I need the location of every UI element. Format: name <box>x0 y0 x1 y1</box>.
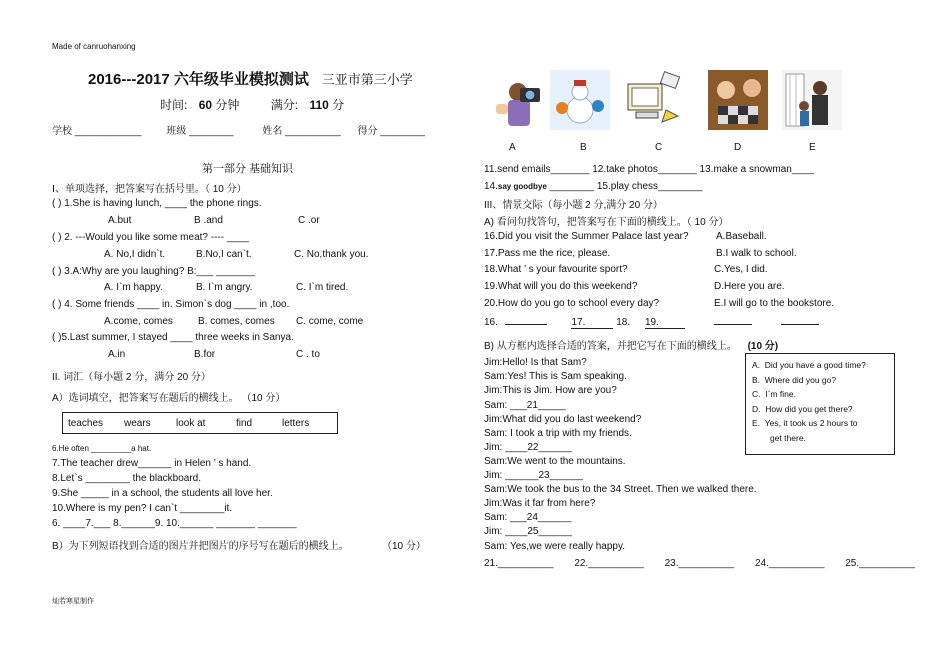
dialog-line-1: Jim:Hello! Is that Sam? <box>484 357 587 368</box>
phrase-line-1[interactable]: 11.send emails_______ 12.take photos_______ 13.make a snowman____ <box>484 164 815 175</box>
question-1: ( ) 1.She is having lunch, ____ the phone rings. <box>52 198 262 209</box>
dialog-line-5: Jim:What did you do last weekend? <box>484 414 642 425</box>
chess-icon <box>708 70 768 130</box>
picture-d-chess <box>708 70 768 130</box>
qa-answer-e: E.I will go to the bookstore. <box>714 298 835 309</box>
q4-option-b: B. comes, comes <box>198 316 275 327</box>
dialog-option-a: A. Did you have a good time? <box>752 360 866 370</box>
score-label: 满分: <box>270 98 299 112</box>
section3b-text: B) 从方框内选择合适的答案，并把它写在下面的横线上。 <box>484 341 737 352</box>
dialog-line-9[interactable]: Jim: ______23______ <box>484 470 583 481</box>
dialog-line-4[interactable]: Sam: ___21_____ <box>484 400 566 411</box>
picture-label-b: B <box>580 142 587 153</box>
qa-question-18: 18.What ’ s your favourite sport? <box>484 264 628 275</box>
score-field[interactable]: 得分 ________ <box>357 126 425 137</box>
q1-option-a: A.but <box>108 215 132 226</box>
question-5: ( )5.Last summer, I stayed ____ three weeks in Sanya. <box>52 332 294 343</box>
picture-c-computer <box>622 70 682 130</box>
dialog-line-3: Jim:This is Jim. How are you? <box>484 385 617 396</box>
phrase-line-2[interactable] <box>484 181 703 192</box>
answer-line-b[interactable] <box>484 558 915 569</box>
qa-question-19: 19.What will you do this weekend? <box>484 281 638 292</box>
answer-22[interactable]: 22.__________ <box>574 558 644 569</box>
phrase-14-text: say goodbye <box>497 182 547 191</box>
section3a-heading: A) 看问句找答句，把答案写在下面的横线上。（ 10 分） <box>484 217 729 228</box>
q5-option-b: B.for <box>194 349 216 360</box>
dialog-option-d: D. How did you get there? <box>752 403 853 414</box>
time-score-line <box>160 96 344 113</box>
dialog-line-10: Sam:We took the bus to the 34 Street. Then we walked there. <box>484 484 757 495</box>
answer-23[interactable]: 23.__________ <box>664 558 735 569</box>
doorway-people-icon <box>782 70 842 130</box>
class-field[interactable]: 班级 ________ <box>166 126 234 137</box>
section2-heading: II. 词汇（每小题 2 分，满分 20 分） <box>52 372 211 383</box>
fill-10: 10.Where is my pen? I can`t ________it. <box>52 503 233 514</box>
name-field[interactable]: 姓名 __________ <box>262 126 341 137</box>
section2b-score: （10 分） <box>382 541 426 552</box>
answer-25[interactable]: 25.__________ <box>845 558 915 569</box>
q1-option-b: B .and <box>194 215 223 226</box>
q3-option-b: B. I`m angry. <box>196 282 253 293</box>
dialog-option-c: C. I`m fine. <box>752 389 796 399</box>
picture-label-d: D <box>734 142 742 153</box>
section3b-heading <box>484 337 778 352</box>
dialog-line-11: Jim:Was it far from here? <box>484 498 596 509</box>
q3-option-a: A. I`m happy. <box>104 282 163 293</box>
section2b-heading: B）为下列短语找到合适的图片并把图片的序号写在题后的横线上。 <box>52 541 349 552</box>
score-value: 110 <box>309 98 329 112</box>
section3-heading: III、情景交际（每小题 2 分,满分 20 分） <box>484 200 663 211</box>
word-wears: wears <box>124 417 151 429</box>
answer-16-blank[interactable] <box>505 324 547 325</box>
answer-20-blank[interactable] <box>714 324 752 325</box>
q4-option-a: A.come, comes <box>104 316 173 327</box>
answer-17-blank[interactable] <box>571 317 613 329</box>
fill-9: 9.She _____ in a school, the students all love her. <box>52 488 273 499</box>
picture-label-c: C <box>655 142 663 153</box>
answer-19: 19. <box>644 317 659 328</box>
word-look-at: look at <box>176 417 206 429</box>
question-2: ( ) 2. ---Would you like some meat? ---- ____ <box>52 232 250 243</box>
q4-option-c: C. come, come <box>296 316 364 327</box>
dialog-line-7[interactable]: Jim: ____22______ <box>484 442 572 453</box>
word-letters: letters <box>282 417 310 429</box>
dialog-option-e: E. Yes, it took us 2 hours to <box>752 418 858 428</box>
dialog-line-8: Sam:We went to the mountains. <box>484 456 626 467</box>
picture-label-e: E <box>809 142 816 153</box>
qa-answer-b: B.I walk to school. <box>716 248 797 259</box>
dialog-line-13[interactable]: Jim: ____25______ <box>484 526 572 537</box>
phrase-15-text: ________ 15.play chess________ <box>546 181 703 192</box>
school-field[interactable]: 学校 ____________ <box>52 126 142 137</box>
word-teaches: teaches <box>68 417 104 429</box>
score-unit: 分 <box>332 98 345 112</box>
dialog-option-b: B. Where did you go? <box>752 374 837 385</box>
picture-b-snowman <box>550 70 610 130</box>
dialog-line-12[interactable]: Sam: ___24______ <box>484 512 572 523</box>
qa-question-20: 20.How do you go to school every day? <box>484 298 660 309</box>
part1-heading: 第一部分 基础知识 <box>202 163 294 175</box>
q3-option-c: C. I`m tired. <box>296 282 349 293</box>
answer-18[interactable]: 18. <box>616 317 631 328</box>
answer-21-blank-extra[interactable] <box>781 324 819 325</box>
dialog-line-14: Sam: Yes,we were really happy. <box>484 541 626 552</box>
answer-17: 17. <box>571 317 586 328</box>
qa-answer-a: A.Baseball. <box>716 231 767 242</box>
section1-heading: Ⅰ、单项选择，把答案写在括号里。（ 10 分） <box>52 184 247 195</box>
question-3: ( ) 3.A:Why are you laughing? B:___ _______ <box>52 266 255 277</box>
student-info-fields <box>52 122 425 137</box>
time-unit: 分钟 <box>215 98 240 112</box>
qa-question-17: 17.Pass me the rice, please. <box>484 248 611 259</box>
dialog-line-2: Sam:Yes! This is Sam speaking. <box>484 371 627 382</box>
q5-option-a: A.in <box>108 349 126 360</box>
picture-e-goodbye <box>782 70 842 130</box>
q2-option-b: B.No,I can`t. <box>196 249 252 260</box>
camera-person-icon <box>490 70 550 130</box>
word-bank <box>62 412 338 434</box>
qa-answer-c: C.Yes, I did. <box>714 264 768 275</box>
q2-option-a: A. No,I didn`t. <box>104 249 166 260</box>
dialog-option-e-cont: get there. <box>770 432 806 443</box>
fill-answer-line[interactable]: 6. ____7.___ 8.______9. 10.______ _______ _______ <box>52 518 297 529</box>
footer-signature: 灿若寒星制作 <box>52 598 94 605</box>
q1-option-c: C .or <box>298 215 320 226</box>
answer-24[interactable]: 24.__________ <box>754 558 825 569</box>
qa-answer-d: D.Here you are. <box>714 281 785 292</box>
snowman-icon <box>550 70 610 130</box>
section2a-heading: A）选词填空，把答案写在题后的横线上。 （10 分） <box>52 393 286 404</box>
fill-7: 7.The teacher drew______ in Helen ’ s hand. <box>52 458 252 469</box>
question-4: ( ) 4. Some friends ____ in. Simon`s dog ____ in ,too. <box>52 299 290 310</box>
computer-icon <box>622 70 682 130</box>
page-title: 2016---2017 六年级毕业模拟测试 <box>88 71 309 88</box>
dialog-options-box <box>745 353 895 455</box>
qa-question-16: 16.Did you visit the Summer Palace last year? <box>484 231 689 242</box>
fill-8: 8.Let`s ________ the blackboard. <box>52 473 201 484</box>
time-value: 60 <box>198 98 213 112</box>
exam-title <box>88 68 413 89</box>
answer-line-a[interactable] <box>484 317 819 329</box>
phrase-14-number: 14. <box>484 181 498 192</box>
picture-label-a: A <box>509 142 516 153</box>
school-name: 三亚市第三小学 <box>321 72 413 87</box>
section3b-score: (10 分) <box>747 341 779 352</box>
picture-a-photographer <box>490 70 550 130</box>
dialog-line-6: Sam: I took a trip with my friends. <box>484 428 632 439</box>
answer-16[interactable]: 16. <box>484 317 498 328</box>
made-of-label: Made of canruohanxing <box>52 42 136 51</box>
time-label: 时间: <box>160 98 188 112</box>
answer-21[interactable]: 21.__________ <box>484 558 554 569</box>
word-find: find <box>236 417 253 429</box>
answer-19-blank[interactable] <box>645 317 685 329</box>
q2-option-c: C. No,thank you. <box>294 249 369 260</box>
q5-option-c: C . to <box>296 349 320 360</box>
fill-6: 6.He often _________a hat. <box>52 444 152 453</box>
